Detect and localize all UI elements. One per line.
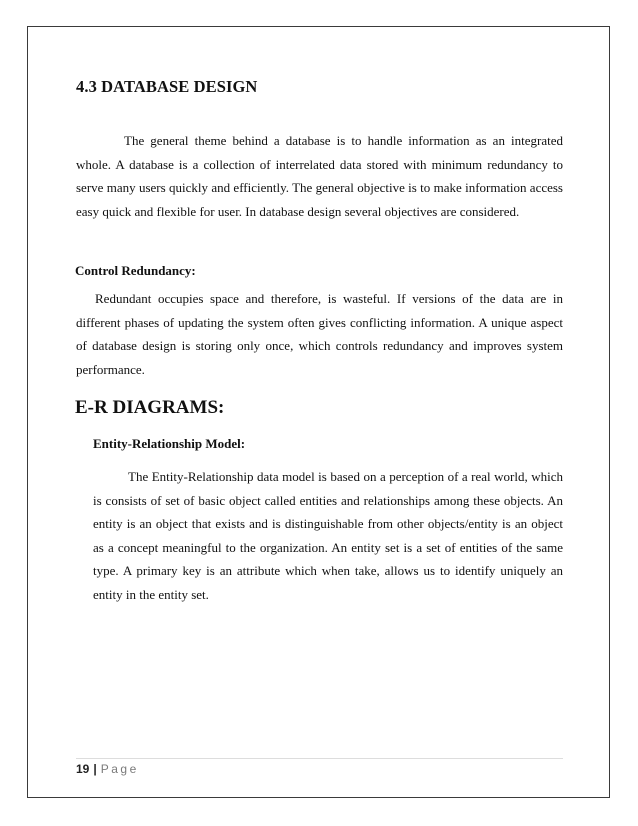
section-heading-database-design: 4.3 DATABASE DESIGN	[76, 77, 258, 96]
subheading-control-redundancy: Control Redundancy:	[75, 263, 196, 278]
paragraph-database-design: The general theme behind a database is to handle information as an integrated whole. A database is a collection of interrelated data stored with minimum redundancy to serve many users quickly and efficiently. The general objective is to make information access easy quick and flexible for user. In database design several objectives are considered.	[76, 133, 563, 219]
section-heading-er-diagrams: E-R DIAGRAMS:	[75, 397, 225, 418]
page-number: 19	[76, 762, 90, 776]
page-label: Page	[100, 762, 139, 776]
page-footer	[76, 762, 139, 776]
footer-divider	[76, 758, 563, 759]
paragraph-control-redundancy: Redundant occupies space and therefore, is wasteful. If versions of the data are in different phases of updating the system often gives conflicting information. A unique aspect of database design is storing only once, which controls redundancy and improves system performance.	[76, 291, 563, 377]
subheading-er-model: Entity-Relationship Model:	[93, 436, 246, 451]
paragraph-er-model: The Entity-Relationship data model is based on a perception of a real world, which is consists of set of basic object called entities and relationships among these objects. An entity is an object that exists and is distinguishable from other objects/entity is an object as a concept meaningful to the organization. An entity set is a set of entities of the same type. A primary key is an attribute which when take, allows us to identify uniquely an entity in the entity set.	[93, 469, 563, 602]
footer-separator: |	[93, 762, 97, 776]
